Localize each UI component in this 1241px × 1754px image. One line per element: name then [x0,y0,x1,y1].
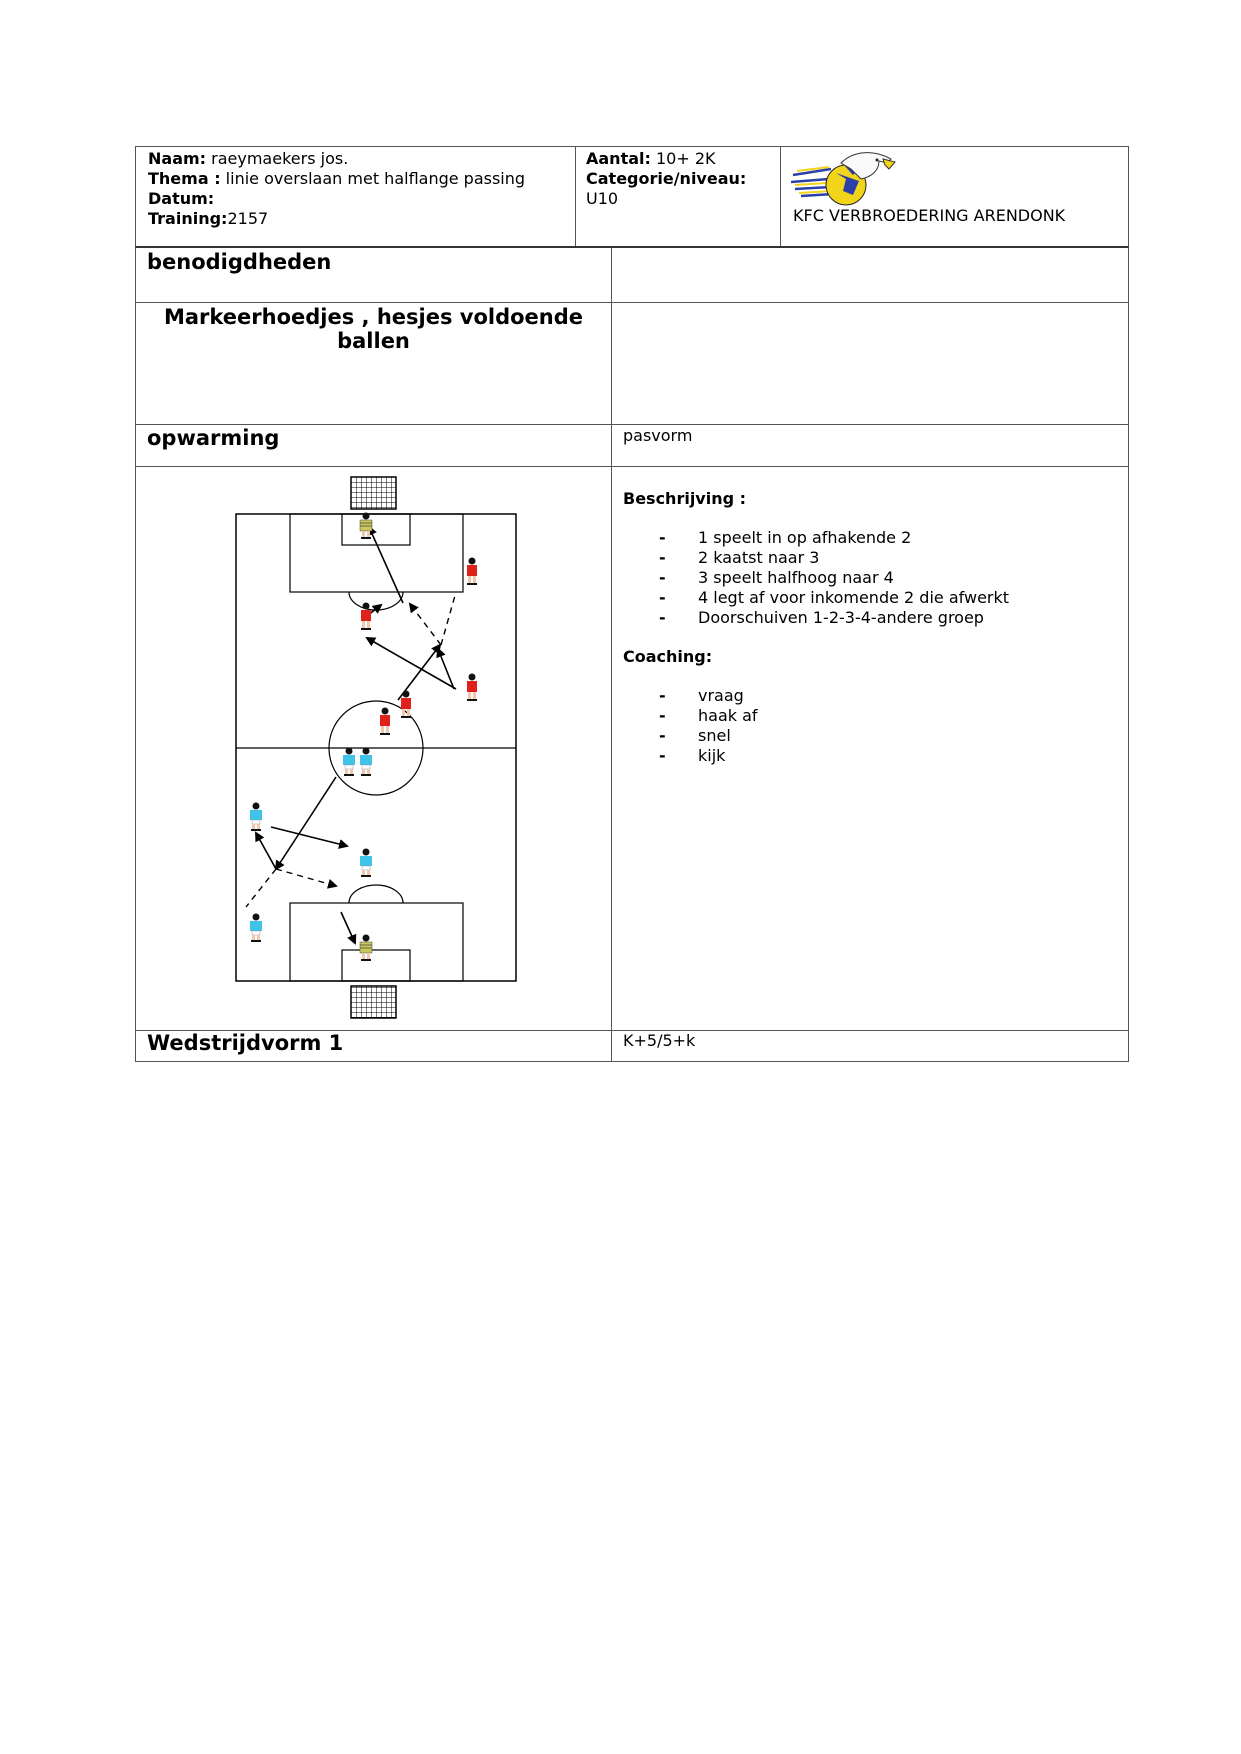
coaching-item: - kijk [623,746,1117,766]
naam-line [148,149,563,169]
top-goal-area [342,514,410,545]
materials-empty-cell [612,303,1128,424]
opwarming-row [135,425,1129,467]
training-value: 2157 [227,209,269,228]
training-line [148,209,563,229]
club-logo-icon [791,149,901,209]
datum-line [148,189,563,209]
benodigdheden-title-cell [136,248,612,302]
player-red [467,674,477,702]
aantal-label: Aantal: [586,149,651,168]
description-cell [612,467,1128,1030]
bottom-goal-icon [351,986,396,1018]
thema-line [148,169,563,189]
player-blue [343,748,355,777]
wedstrijdvorm-vorm: K+5/5+k [623,1031,696,1050]
player-blue [250,914,262,943]
materials-line-1: Markeerhoedjes , hesjes voldoende [163,305,584,329]
thema-label: Thema : [148,169,221,188]
top-goal-icon [351,477,396,509]
benodigdheden-empty-cell [612,248,1128,302]
step-item: - 2 kaatst naar 3 [623,548,1117,568]
player-blue [360,849,372,878]
training-label: Training: [148,209,228,228]
coaching-label: Coaching: [623,647,713,666]
wedstrijdvorm-title: Wedstrijdvorm 1 [147,1031,344,1055]
coaching-item: - vraag [623,686,1117,706]
categorie-value: U10 [586,189,619,208]
step-item: - 3 speelt halfhoog naar 4 [623,568,1117,588]
aantal-line [586,149,770,169]
diagram-cell [136,467,612,1030]
club-cell [781,147,1128,246]
bottom-goal-area [342,950,410,981]
naam-label: Naam: [148,149,207,168]
steps-list [623,528,1117,628]
header-info-cell [136,147,576,246]
header-table [135,146,1129,248]
materials-line-2: ballen [337,329,410,353]
opwarming-title: opwarming [147,426,280,450]
exercise-row [135,467,1129,1031]
player-red [361,603,371,631]
categorie-label: Categorie/niveau: [586,169,747,188]
pitch-diagram [136,467,610,1029]
header-group-cell [576,147,781,246]
bottom-penalty-area [290,903,463,981]
training-sheet [135,146,1129,1062]
benodigdheden-title: benodigdheden [147,250,332,274]
coaching-list [623,686,1117,766]
materials-cell [136,303,612,424]
wedstrijdvorm-row [135,1031,1129,1062]
player-red [467,558,477,586]
player-blue [250,803,262,832]
top-penalty-area [290,514,463,592]
step-item: - 4 legt af voor inkomende 2 die afwerkt [623,588,1117,608]
player-red [380,708,390,736]
step-item: - 1 speelt in op afhakende 2 [623,528,1117,548]
aantal-value: 10+ 2K [650,149,716,168]
player-keeper-bottom [360,935,372,962]
datum-label: Datum: [148,189,215,208]
materials-row [135,303,1129,425]
coaching-item: - snel [623,726,1117,746]
coaching-item: - haak af [623,706,1117,726]
step-item: - Doorschuiven 1-2-3-4-andere groep [623,608,1117,628]
wedstrijdvorm-title-cell [136,1031,612,1061]
player-blue [360,748,372,777]
thema-value: linie overslaan met halflange passing [220,169,526,188]
naam-value: raeymaekers jos. [206,149,349,168]
benodigdheden-row [135,248,1129,303]
opwarming-vorm: pasvorm [623,426,693,445]
player-keeper-top [360,513,372,540]
beschrijving-label: Beschrijving : [623,489,747,508]
categorie-line [586,169,770,189]
club-name: KFC VERBROEDERING ARENDONK [793,206,1066,225]
opwarming-title-cell [136,425,612,466]
